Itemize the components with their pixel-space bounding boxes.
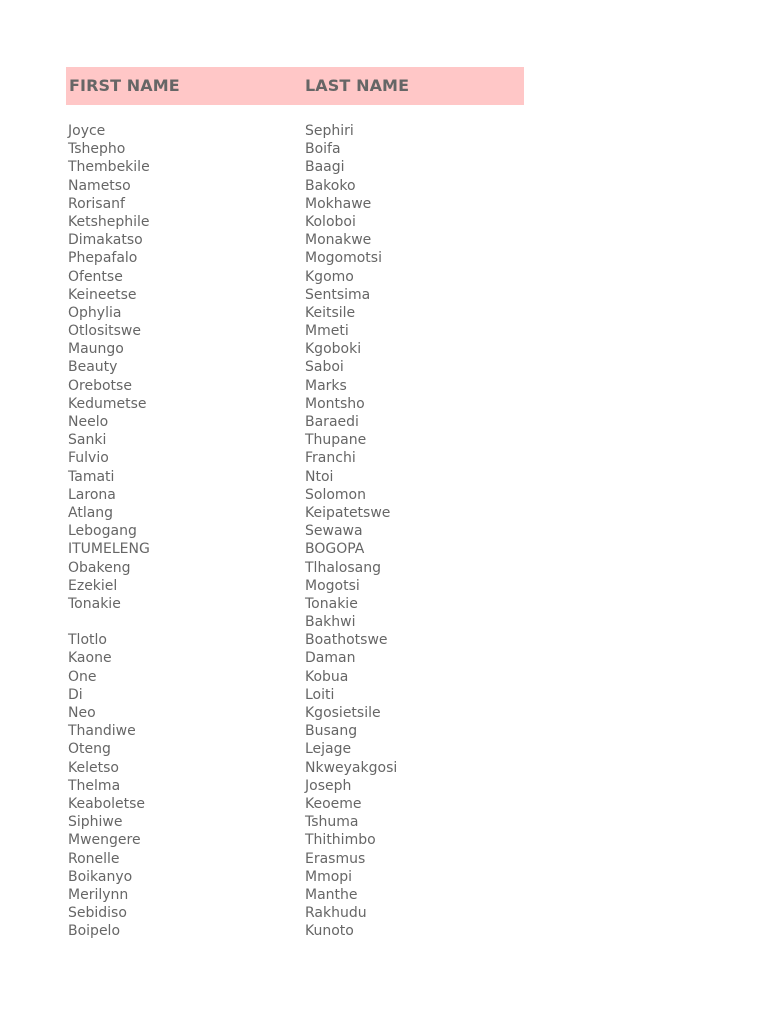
table-row: [68, 759, 528, 777]
table-row: [68, 868, 528, 886]
last-name-cell: BOGOPA: [305, 541, 365, 558]
last-name-cell: Montsho: [305, 395, 365, 412]
first-name-cell: Rorisanf: [68, 195, 125, 212]
first-name-cell: Otlositswe: [68, 323, 141, 340]
first-name-cell: Tonakie: [68, 595, 121, 612]
table-row: [68, 922, 528, 940]
last-name-cell: Sewawa: [305, 523, 363, 540]
table-row: [68, 668, 528, 686]
first-name-header: FIRST NAME: [69, 76, 180, 95]
last-name-cell: Tonakie: [305, 595, 358, 612]
first-name-cell: Ronelle: [68, 850, 120, 867]
table-row: [68, 486, 528, 504]
last-name-cell: Lejage: [305, 741, 352, 758]
table-row: [68, 649, 528, 667]
last-name-cell: Kunoto: [305, 923, 354, 940]
table-row: [68, 777, 528, 795]
last-name-cell: Daman: [305, 650, 356, 667]
table-row: [68, 122, 528, 140]
first-name-cell: Thelma: [68, 777, 121, 794]
table-row: [68, 431, 528, 449]
table-row: [68, 195, 528, 213]
last-name-cell: Franchi: [305, 450, 356, 467]
table-row: [68, 395, 528, 413]
table-row: [68, 904, 528, 922]
table-row: [68, 413, 528, 431]
last-name-cell: Thupane: [305, 432, 367, 449]
table-row: [68, 322, 528, 340]
table-row: [68, 559, 528, 577]
first-name-cell: Joyce: [68, 123, 106, 139]
last-name-cell: Mmeti: [305, 323, 349, 340]
last-name-cell: Kobua: [305, 668, 349, 685]
first-name-cell: Beauty: [68, 359, 118, 376]
name-list: [68, 122, 528, 940]
table-row: [68, 504, 528, 522]
table-row: [68, 740, 528, 758]
first-name-cell: Fulvio: [68, 450, 109, 467]
table-row: [68, 158, 528, 176]
first-name-cell: Obakeng: [68, 559, 131, 576]
first-name-cell: Orebotse: [68, 377, 132, 394]
first-name-cell: Tlotlo: [68, 632, 107, 649]
table-row: [68, 813, 528, 831]
last-name-cell: Tlhalosang: [305, 559, 381, 576]
first-name-cell: Boipelo: [68, 923, 121, 940]
first-name-cell: Boikanyo: [68, 868, 133, 885]
first-name-cell: Tshepho: [68, 141, 126, 158]
table-row: [68, 613, 528, 631]
first-name-cell: Tamati: [68, 468, 115, 485]
table-row: [68, 686, 528, 704]
table-row: [68, 540, 528, 558]
last-name-cell: Busang: [305, 723, 358, 740]
first-name-cell: Mwengere: [68, 832, 141, 849]
first-name-cell: Sebidiso: [68, 905, 127, 922]
last-name-cell: Sephiri: [305, 123, 354, 139]
first-name-cell: Phepafalo: [68, 250, 138, 267]
table-row: [68, 304, 528, 322]
last-name-cell: Mmopi: [305, 868, 353, 885]
table-row: [68, 631, 528, 649]
last-name-cell: Bakhwi: [305, 614, 356, 631]
first-name-cell: Kedumetse: [68, 395, 147, 412]
first-name-cell: Lebogang: [68, 523, 137, 540]
table-row: [68, 213, 528, 231]
last-name-cell: Joseph: [305, 777, 352, 794]
last-name-cell: Erasmus: [305, 850, 366, 867]
last-name-cell: Sentsima: [305, 286, 371, 303]
last-name-header: LAST NAME: [305, 76, 410, 95]
last-name-cell: Boifa: [305, 141, 341, 158]
first-name-cell: Dimakatso: [68, 232, 143, 249]
last-name-cell: Marks: [305, 377, 347, 394]
table-row: [68, 358, 528, 376]
last-name-cell: Boathotswe: [305, 632, 388, 649]
first-name-cell: Ofentse: [68, 268, 123, 285]
table-row: [68, 468, 528, 486]
table-row: [68, 231, 528, 249]
last-name-cell: Keoeme: [305, 795, 362, 812]
last-name-cell: Thithimbo: [305, 832, 376, 849]
last-name-cell: Keipatetswe: [305, 504, 391, 521]
table-row: [68, 286, 528, 304]
first-name-cell: Sanki: [68, 432, 107, 449]
last-name-cell: Mogomotsi: [305, 250, 382, 267]
first-name-cell: Thembekile: [68, 159, 150, 176]
last-name-cell: Baraedi: [305, 414, 359, 430]
table-row: [68, 595, 528, 613]
first-name-cell: Neo: [68, 705, 96, 721]
last-name-cell: Bakoko: [305, 177, 356, 194]
table-row: [68, 449, 528, 467]
last-name-cell: Baagi: [305, 159, 345, 176]
table-row: [68, 831, 528, 849]
table-row: [68, 795, 528, 813]
first-name-cell: One: [68, 668, 97, 685]
table-header: [66, 67, 524, 105]
last-name-cell: Kgoboki: [305, 341, 362, 358]
table-row: [68, 522, 528, 540]
table-row: [68, 886, 528, 904]
table-row: [68, 177, 528, 195]
table-row: [68, 140, 528, 158]
last-name-cell: Rakhudu: [305, 905, 367, 922]
last-name-cell: Mokhawe: [305, 195, 372, 212]
first-name-cell: Ketshephile: [68, 213, 150, 230]
first-name-cell: Ezekiel: [68, 577, 118, 594]
table-row: [68, 577, 528, 595]
table-row: [68, 377, 528, 395]
first-name-cell: Neelo: [68, 414, 109, 430]
last-name-cell: Solomon: [305, 486, 366, 503]
table-row: [68, 850, 528, 868]
table-row: [68, 704, 528, 722]
first-name-cell: Atlang: [68, 504, 114, 521]
first-name-cell: Ophylia: [68, 304, 122, 321]
last-name-cell: Manthe: [305, 886, 358, 903]
last-name-cell: Monakwe: [305, 232, 372, 249]
first-name-cell: Di: [68, 686, 83, 703]
table-row: [68, 722, 528, 740]
first-name-cell: Keletso: [68, 759, 119, 776]
first-name-cell: Maungo: [68, 341, 124, 358]
first-name-cell: Nametso: [68, 177, 131, 194]
first-name-cell: Siphiwe: [68, 814, 123, 831]
table-row: [68, 249, 528, 267]
table-row: [68, 340, 528, 358]
last-name-cell: Koloboi: [305, 213, 356, 230]
last-name-cell: Mogotsi: [305, 577, 360, 594]
last-name-cell: Kgosietsile: [305, 705, 381, 721]
last-name-cell: Kgomo: [305, 268, 354, 285]
first-name-cell: Kaone: [68, 650, 112, 667]
last-name-cell: Ntoi: [305, 468, 334, 485]
first-name-cell: Larona: [68, 486, 116, 503]
first-name-cell: Oteng: [68, 741, 111, 758]
table-row: [68, 268, 528, 286]
first-name-cell: Keineetse: [68, 286, 137, 303]
first-name-cell: Keaboletse: [68, 795, 146, 812]
last-name-cell: Saboi: [305, 359, 344, 376]
first-name-cell: ITUMELENG: [68, 541, 150, 558]
first-name-cell: Thandiwe: [68, 723, 136, 740]
last-name-cell: Nkweyakgosi: [305, 759, 398, 776]
last-name-cell: Loiti: [305, 686, 335, 703]
last-name-cell: Tshuma: [305, 814, 359, 831]
last-name-cell: Keitsile: [305, 304, 356, 321]
first-name-cell: Merilynn: [68, 886, 129, 903]
